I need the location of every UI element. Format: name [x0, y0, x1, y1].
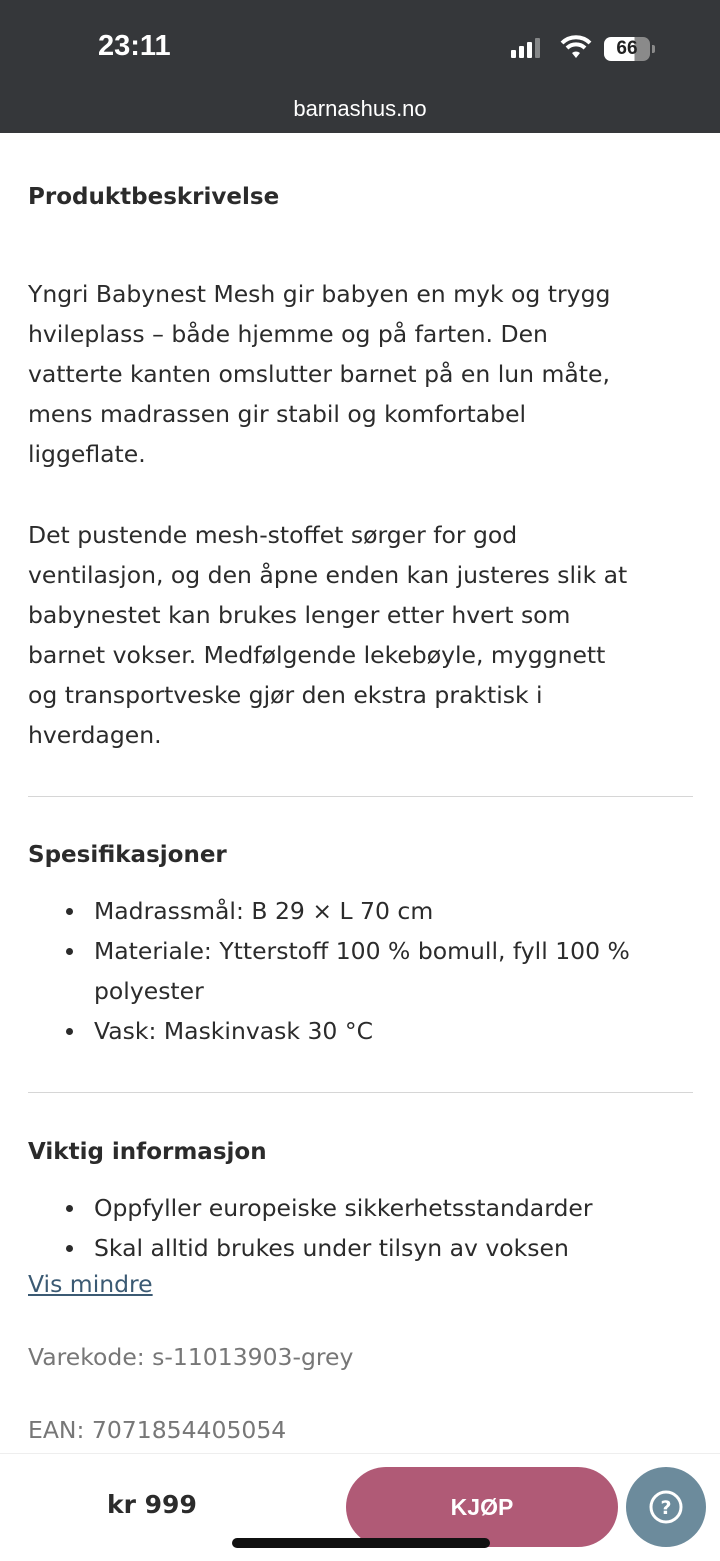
battery-icon: 66: [604, 37, 650, 61]
list-item: Materiale: Ytterstoff 100 % bomull, fyll 100 % polyester: [28, 931, 630, 1011]
price: kr 999: [107, 1490, 197, 1519]
browser-header: [0, 0, 720, 133]
buy-button[interactable]: KJØP: [346, 1467, 618, 1547]
address-bar[interactable]: barnashus.no: [293, 96, 427, 121]
list-item: Madrassmål: B 29 × L 70 cm: [28, 891, 630, 931]
info-list: [28, 1188, 593, 1268]
status-time: 23:11: [98, 30, 171, 62]
specs-list: [28, 891, 630, 1051]
sku-text: Varekode: s-11013903-grey: [28, 1343, 354, 1371]
divider: [28, 1092, 693, 1093]
divider: [28, 796, 693, 797]
home-indicator: [232, 1538, 490, 1548]
wifi-icon: [560, 34, 592, 60]
list-item: Skal alltid brukes under tilsyn av voksen: [28, 1228, 593, 1268]
ean-text: EAN: 7071854405054: [28, 1416, 287, 1444]
info-heading: Viktig informasjon: [28, 1139, 267, 1165]
help-button[interactable]: [626, 1467, 706, 1547]
list-item: Vask: Maskinvask 30 °C: [28, 1011, 630, 1051]
svg-text:?: ?: [660, 1497, 672, 1519]
description-heading: Produktbeskrivelse: [28, 184, 280, 210]
show-less-link[interactable]: Vis mindre: [28, 1270, 153, 1298]
question-icon: [648, 1489, 684, 1525]
signal-icon: [511, 38, 540, 58]
description-paragraph-1: Yngri Babynest Mesh gir babyen en myk og trygg hvileplass – både hjemme og på farten. Den vatterte kanten omslutter barnet på en lun måte, mens madrassen gir stabil og komfortabel liggeflate.: [28, 280, 611, 468]
list-item: Oppfyller europeiske sikkerhetsstandarder: [28, 1188, 593, 1228]
specs-heading: Spesifikasjoner: [28, 842, 227, 868]
description-paragraph-2: Det pustende mesh-stoffet sørger for god ventilasjon, og den åpne enden kan justeres slik at babynestet kan brukes lenger etter hvert som barnet vokser. Medfølgende lekebøyle, myggnett og transportveske gjør den ekstra praktisk i hverdagen.: [28, 521, 628, 749]
